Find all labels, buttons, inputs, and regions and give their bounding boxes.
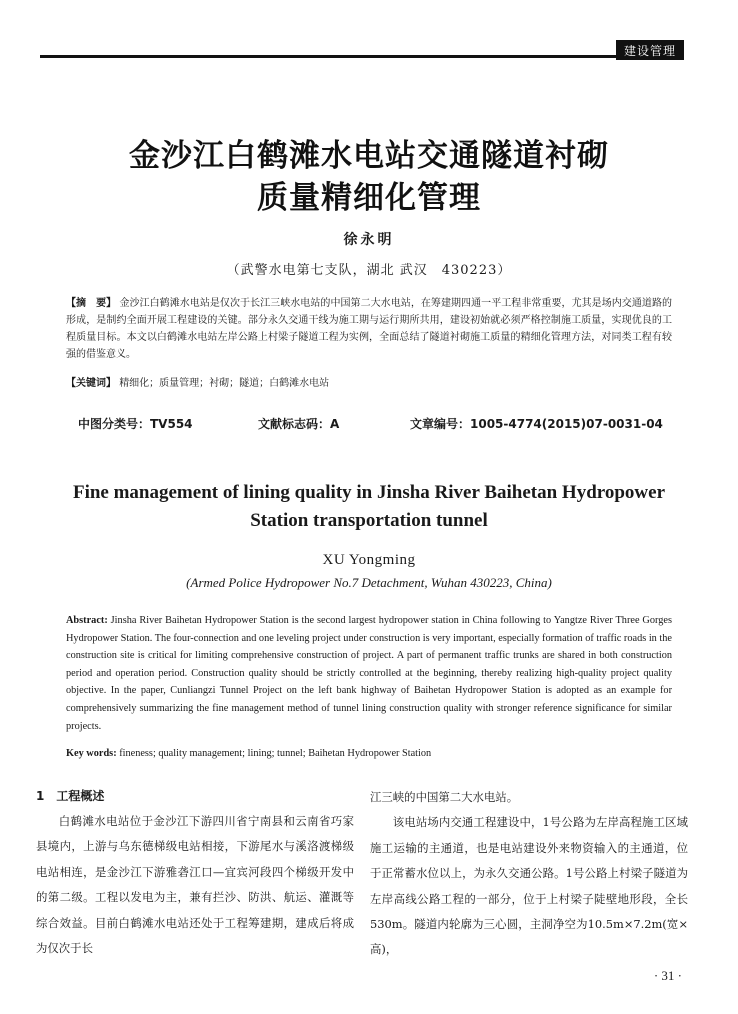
abstract-en-label: Abstract: (66, 615, 108, 626)
body-column-right (370, 785, 688, 963)
clc-number: 中图分类号：TV554 (78, 417, 193, 431)
keywords-en-text: fineness; quality management; lining; tunnel; Baihetan Hydropower Station (119, 748, 432, 759)
title-en-line2: Station transportation tunnel (250, 510, 488, 531)
title-cn-line1: 金沙江白鹤滩水电站交通隧道衬砌 (129, 138, 609, 174)
keywords-cn-text: 精细化；质量管理；衬砌；隧道；白鹤滩水电站 (119, 378, 330, 389)
abstract-en (66, 612, 672, 735)
section-tag: 建设管理 (616, 40, 684, 60)
keywords-en (66, 745, 672, 762)
keywords-cn-label: 【关键词】 (66, 378, 116, 389)
article-number: 文章编号：1005-4774(2015)07-0031-04 (410, 417, 663, 431)
title-en (50, 479, 688, 535)
document-code: 文献标志码：A (258, 417, 340, 431)
keywords-en-label: Key words: (66, 748, 117, 759)
body-column-left: 白鹤滩水电站位于金沙江下游四川省宁南县和云南省巧家县境内，上游与乌东德梯级电站相接，下游尾水与溪洛渡梯级电站相连，是金沙江下游雅砻江口—宜宾河段四个梯级开发中的第二级。工程以发电为主，兼有拦沙、防洪、航运、灌溉等综合效益。目前白鹤滩水电站还处于工程筹建期，建成后将成为仅次于长 (36, 814, 354, 956)
body-paragraph: 江三峡的中国第二大水电站。 (370, 790, 519, 804)
abstract-en-text: Jinsha River Baihetan Hydropower Station is the second largest hydropower station in China following to Yangtze River Three Gorges Hydropower Station. The four-connection and one leveling project under construction is very important, especially formation of traffic roads in the construction site is critical for limiting comprehensive construction of project. A part of permanent traffic trunks are shared in both construction period and operation period. Construction quality should be strictly controlled at the beginning, thereby realizing high-quality project quality objective. In the paper, Cunliangzi Tunnel Project on the left bank highway of Baihetan Hydropower Station is adopted as an example for comprehensively summarizing the fine management method of tunnel lining construction quality with stronger reference significance for similar projects. (66, 615, 672, 732)
abstract-cn-text: 金沙江白鹤滩水电站是仅次于长江三峡水电站的中国第二大水电站，在筹建期四通一平工程非常重要，尤其是场内交通道路的形成，是制约全面开展工程建设的关键。部分永久交通干线为施工期与运行期所共用，建设初始就必须严格控制施工质量，实现优良的工程质量目标。本文以白鹤滩水电站左岸公路上村梁子隧道工程为实例，全面总结了隧道衬砌施工质量的精细化管理方法，对同类工程有较强的借鉴意义。 (66, 298, 672, 360)
header-rule (40, 55, 616, 58)
abstract-cn-label: 【摘 要】 (66, 298, 117, 309)
title-cn-line2: 质量精细化管理 (257, 180, 481, 216)
section-heading: 1 工程概述 (36, 789, 105, 803)
title-en-line1: Fine management of lining quality in Jinsha River Baihetan Hydropower (72, 482, 666, 503)
affiliation-en: (Armed Police Hydropower No.7 Detachment, Wuhan 430223, China) (186, 575, 552, 590)
page-number: · 31 · (653, 968, 682, 983)
affiliation-cn: （武警水电第七支队，湖北 武汉 430223） (226, 263, 512, 278)
author-en: XU Yongming (322, 552, 416, 568)
keywords-cn (66, 375, 672, 392)
abstract-cn (66, 295, 672, 363)
body-paragraph: 该电站场内交通工程建设中，1号公路为左岸高程施工区域施工运输的主通道，也是电站建设外来物资输入的主通道，位于正常蓄水位以上，为永久交通公路。1号公路上村梁子隧道为左岸高线公路工程的一部分，位于上村梁子陡壁地形段，全长530m。隧道内轮廓为三心圆，主洞净空为10.5m×7.2m(宽×高)， (370, 815, 688, 957)
author-cn: 徐永明 (343, 232, 395, 248)
